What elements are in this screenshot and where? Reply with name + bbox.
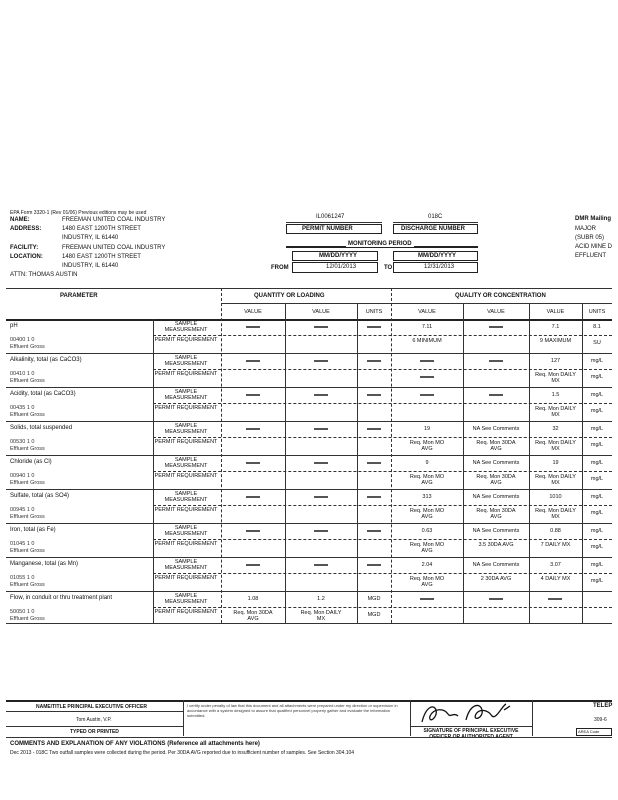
blank-mark [367, 326, 381, 328]
param-code: 01045 1 0 [10, 541, 35, 547]
col-header-units-2: UNITS [588, 309, 606, 315]
param-code: 00940 1 0 [10, 473, 35, 479]
comments-rule [6, 737, 612, 738]
permit-units: mg/L [590, 510, 604, 516]
permit-value: Req. Mon DAILY MX [535, 372, 576, 384]
footer-divider-2 [410, 700, 411, 736]
telephone-value: 309-6 [594, 717, 607, 723]
sample-value: 7.11 [421, 324, 433, 330]
location-line-2: INDUSTRY, IL 61440 [62, 263, 119, 269]
blank-mark [489, 360, 503, 362]
param-name: Acidity, total (as CaCO3) [10, 391, 76, 397]
right-info-major: MAJOR [575, 226, 596, 232]
row-mid-rule [153, 539, 612, 540]
blank-mark [314, 564, 328, 566]
sample-units: mg/L [590, 494, 604, 500]
discharge-number-value: 018C [428, 214, 443, 220]
permit-requirement-label: PERMIT REQUIREMENT [154, 371, 218, 377]
param-code: 00435 1 0 [10, 405, 35, 411]
permit-units: mg/L [590, 374, 604, 380]
param-code: 00410 1 0 [10, 371, 35, 377]
permit-value: Req. Mon DAILY MX [535, 508, 576, 520]
from-value: 12/01/2013 [326, 264, 357, 270]
param-code: 01055 1 0 [10, 575, 35, 581]
permit-value: 9 MAXIMUM [539, 338, 572, 344]
sample-value: 7.1 [551, 324, 560, 330]
permit-number-value: IL0061247 [316, 214, 345, 220]
blank-mark [314, 428, 328, 430]
comments-text: Dec 2013 - 018C Two outfall samples were collected during the period. Per 30DA AVG reported due to insufficient number of samples. See Section 304.104 [10, 750, 355, 756]
footer-divider-3 [532, 700, 533, 736]
blank-mark [367, 530, 381, 532]
permit-units: mg/L [590, 442, 604, 448]
blank-mark [420, 394, 434, 396]
permit-number-underline [286, 222, 382, 223]
row-rule [6, 353, 612, 354]
sample-measurement-label: SAMPLE MEASUREMENT [164, 457, 208, 469]
sample-value: 127 [550, 358, 561, 364]
sample-value: 1.2 [317, 596, 325, 602]
sample-value: 1.5 [551, 392, 560, 398]
telephone-label: TELEP [593, 703, 613, 709]
param-code: 50050 1 0 [10, 609, 35, 615]
sample-measurement-label: SAMPLE MEASUREMENT [164, 389, 208, 401]
permit-requirement-label: PERMIT REQUIREMENT [154, 473, 218, 479]
row-rule [6, 591, 612, 592]
param-code: 00530 1 0 [10, 439, 35, 445]
row-mid-rule [153, 403, 612, 404]
blank-mark [314, 394, 328, 396]
col-header-value-5: VALUE [546, 309, 565, 315]
location-line-1: 1480 EAST 1200TH STREET [62, 254, 141, 260]
blank-mark [246, 462, 260, 464]
col-header-value-1: VALUE [244, 309, 262, 315]
param-sub: Effluent Gross [10, 446, 45, 452]
permit-units: MGD [367, 612, 381, 618]
param-name: Solids, total suspended [10, 425, 73, 431]
sample-units: mg/L [590, 358, 604, 364]
from-label: FROM [271, 265, 289, 271]
blank-mark [367, 462, 381, 464]
right-info-mailing: DMR Mailing [575, 216, 611, 222]
param-sub: Effluent Gross [10, 616, 45, 622]
row-mid-rule [153, 573, 612, 574]
permit-value: Req. Mon DAILY MX [535, 406, 576, 418]
permit-units: mg/L [590, 476, 604, 482]
signature-rule [410, 726, 532, 727]
signature-label: SIGNATURE OF PRINCIPAL EXECUTIVE OFFICER OR AUTHORIZED AGENT [423, 728, 519, 740]
permit-requirement-label: PERMIT REQUIREMENT [154, 541, 218, 547]
sample-value: 2.04 [421, 562, 433, 568]
table-top-rule [6, 288, 612, 289]
blank-mark [420, 598, 434, 600]
sample-units: mg/L [590, 392, 604, 398]
col-line-v1 [285, 303, 286, 623]
permit-value: Req. Mon MO AVG [409, 542, 445, 554]
col-header-value-4: VALUE [487, 309, 505, 315]
sample-value: 0.88 [550, 528, 561, 534]
col-header-value-2: VALUE [312, 309, 330, 315]
permit-units: mg/L [590, 544, 604, 550]
permit-value: Req. Mon 30DA AVG [233, 610, 273, 622]
quality-header: QUALITY OR CONCENTRATION [455, 293, 546, 299]
header-bottom-rule [6, 319, 612, 321]
row-mid-rule [153, 505, 612, 506]
permit-requirement-label: PERMIT REQUIREMENT [154, 439, 218, 445]
officer-name-rule [6, 726, 183, 727]
address-label: ADDRESS: [10, 226, 42, 232]
parameter-header: PARAMETER [60, 293, 98, 299]
permit-value: Req. Mon 30DA AVG [476, 474, 516, 486]
address-line-1: 1480 EAST 1200TH STREET [62, 226, 141, 232]
table-bottom-rule [6, 623, 612, 624]
blank-mark [367, 564, 381, 566]
sample-measurement-label: SAMPLE MEASUREMENT [164, 491, 208, 503]
facility-label: FACILITY: [10, 245, 39, 251]
row-mid-rule [153, 369, 612, 370]
blank-mark [548, 598, 562, 600]
sample-value: NA See Comments [472, 528, 520, 534]
area-code-label: AREA Code [578, 729, 600, 734]
sample-value: NA See Comments [472, 494, 520, 500]
permit-value: 3.5 30DA AVG [478, 542, 514, 548]
sample-value: 0.63 [421, 528, 433, 534]
sample-units: mg/L [590, 528, 604, 534]
permit-requirement-label: PERMIT REQUIREMENT [154, 575, 218, 581]
sample-value: 313 [422, 494, 432, 500]
right-info-acid: ACID MINE D [575, 244, 613, 250]
blank-mark [246, 530, 260, 532]
sample-units: mg/L [590, 562, 604, 568]
row-mid-rule [153, 471, 612, 472]
param-name: Alkalinity, total (as CaCO3) [10, 357, 82, 363]
certification-text: I certify under penalty of law that this document and all attachments were prepared under my direction or supervision in accordance with a system designed to assure that qualified personnel properly gather and evaluate the information submitted. [187, 703, 398, 718]
param-name: Iron, total (as Fe) [10, 527, 56, 533]
sample-value: NA See Comments [472, 426, 520, 432]
blank-mark [367, 360, 381, 362]
permit-units: mg/L [590, 408, 604, 414]
col-header-units-1: UNITS [365, 309, 383, 315]
permit-requirement-label: PERMIT REQUIREMENT [154, 609, 218, 615]
signature-image [414, 700, 524, 728]
param-sub: Effluent Gross [10, 412, 45, 418]
row-rule [6, 523, 612, 524]
blank-mark [246, 428, 260, 430]
sample-value: 3.07 [550, 562, 561, 568]
sample-units: MGD [367, 596, 381, 602]
sample-value: 1.08 [247, 596, 259, 602]
officer-name: Tom Austin, V.P. [76, 717, 112, 723]
row-rule [6, 557, 612, 558]
sample-measurement-label: SAMPLE MEASUREMENT [164, 355, 208, 367]
permit-units: mg/L [590, 578, 604, 584]
row-rule [6, 489, 612, 490]
permit-value: Req. Mon MO AVG [409, 508, 445, 520]
permit-requirement-label: PERMIT REQUIREMENT [154, 405, 218, 411]
param-code: 00400 1 0 [10, 337, 35, 343]
permit-units: SU [593, 340, 601, 346]
sample-value: NA See Comments [472, 562, 520, 568]
param-code: 00945 1 0 [10, 507, 35, 513]
permittee-name: FREEMAN UNITED COAL INDUSTRY [62, 217, 166, 223]
quantity-header: QUANTITY OR LOADING [254, 293, 325, 299]
permit-value: Req. Mon MO AVG [409, 440, 445, 452]
blank-mark [246, 360, 260, 362]
row-rule [6, 421, 612, 422]
from-format: MM/DD/YYYY [319, 253, 358, 259]
to-value: 12/31/2013 [424, 264, 455, 270]
officer-title-rule [6, 711, 183, 712]
blank-mark [246, 394, 260, 396]
param-name: Sulfate, total (as SO4) [10, 493, 70, 499]
discharge-number-underline [393, 222, 478, 223]
blank-mark [367, 496, 381, 498]
address-line-2: INDUSTRY, IL 61440 [62, 235, 119, 241]
sample-units: 8.1 [593, 324, 601, 330]
blank-mark [367, 394, 381, 396]
blank-mark [246, 564, 260, 566]
blank-mark [489, 394, 503, 396]
right-info-subr: (SUBR 05) [575, 235, 605, 241]
sample-value: 19 [423, 426, 431, 432]
sample-value: 32 [552, 426, 559, 432]
sample-value: NA See Comments [472, 460, 520, 466]
param-sub: Effluent Gross [10, 378, 45, 384]
permit-value: Req. Mon MO AVG [409, 576, 445, 588]
right-info-effluent: EFFLUENT [575, 253, 607, 259]
blank-mark [489, 326, 503, 328]
param-sub: Effluent Gross [10, 582, 45, 588]
permit-value: 2 30DA AVG [480, 576, 512, 582]
param-name: Flow, in conduit or thru treatment plant [10, 595, 113, 601]
row-mid-rule [153, 335, 612, 336]
sample-measurement-label: SAMPLE MEASUREMENT [164, 593, 208, 605]
name-label: NAME: [10, 217, 30, 223]
blank-mark [314, 496, 328, 498]
blank-mark [314, 462, 328, 464]
header-mid-rule [221, 303, 612, 304]
blank-mark [314, 530, 328, 532]
permit-value: Req. Mon 30DA AVG [476, 440, 516, 452]
blank-mark [246, 496, 260, 498]
permit-requirement-label: PERMIT REQUIREMENT [154, 337, 218, 343]
permit-value: 6 MINIMUM [412, 338, 442, 344]
permit-value: Req. Mon 30DA AVG [476, 508, 516, 520]
sample-measurement-label: SAMPLE MEASUREMENT [164, 559, 208, 571]
param-name: pH [10, 323, 18, 329]
param-name: Manganese, total (as Mn) [10, 561, 79, 567]
row-rule [6, 455, 612, 456]
blank-mark [314, 326, 328, 328]
typed-or-printed: TYPED OR PRINTED [70, 729, 119, 735]
blank-mark [367, 428, 381, 430]
row-rule [6, 387, 612, 388]
col-header-value-3: VALUE [418, 309, 436, 315]
blank-mark [420, 360, 434, 362]
permit-value: Req. Mon DAILY MX [535, 440, 576, 452]
form-note: EPA Form 3320-1 (Rev 01/06) Previous editions may be used [10, 210, 147, 216]
sample-measurement-label: SAMPLE MEASUREMENT [164, 423, 208, 435]
facility-name: FREEMAN UNITED COAL INDUSTRY [62, 245, 166, 251]
permit-value: 4 DAILY MX [540, 576, 571, 582]
permit-value: Req. Mon MO AVG [409, 474, 445, 486]
discharge-number-label: DISCHARGE NUMBER [401, 226, 466, 232]
param-sub: Effluent Gross [10, 344, 45, 350]
blank-mark [420, 376, 434, 378]
to-format: MM/DD/YYYY [418, 253, 457, 259]
row-mid-rule [153, 607, 612, 608]
sample-measurement-label: SAMPLE MEASUREMENT [164, 525, 208, 537]
permit-value: Req. Mon DAILY MX [300, 610, 342, 622]
permit-requirement-label: PERMIT REQUIREMENT [154, 507, 218, 513]
sample-units: mg/L [590, 426, 604, 432]
comments-title: COMMENTS AND EXPLANATION OF ANY VIOLATIONS (Reference all attachments here) [10, 741, 260, 747]
location-label: LOCATION: [10, 254, 43, 260]
param-name: Chloride (as Cl) [10, 459, 52, 465]
footer-divider-1 [183, 700, 184, 736]
param-sub: Effluent Gross [10, 514, 45, 520]
sample-measurement-label: SAMPLE MEASUREMENT [164, 321, 208, 333]
param-sub: Effluent Gross [10, 548, 45, 554]
permit-value: 7 DAILY MX [540, 542, 571, 548]
sample-value: 19 [552, 460, 559, 466]
attn-line: ATTN: THOMAS AUSTIN [10, 272, 78, 278]
sample-value: 1010 [549, 494, 562, 500]
blank-mark [314, 360, 328, 362]
col-line-v2 [357, 303, 358, 623]
sample-units: mg/L [590, 460, 604, 466]
blank-mark [489, 598, 503, 600]
row-mid-rule [153, 437, 612, 438]
permit-number-label: PERMIT NUMBER [302, 226, 353, 232]
param-sub: Effluent Gross [10, 480, 45, 486]
to-label: TO [384, 265, 393, 271]
officer-title: NAME/TITLE PRINCIPAL EXECUTIVE OFFICER [36, 704, 147, 710]
blank-mark [246, 326, 260, 328]
sample-value: 9 [425, 460, 429, 466]
permit-value: Req. Mon DAILY MX [535, 474, 576, 486]
monitoring-period-title: MONITORING PERIOD [348, 241, 412, 247]
